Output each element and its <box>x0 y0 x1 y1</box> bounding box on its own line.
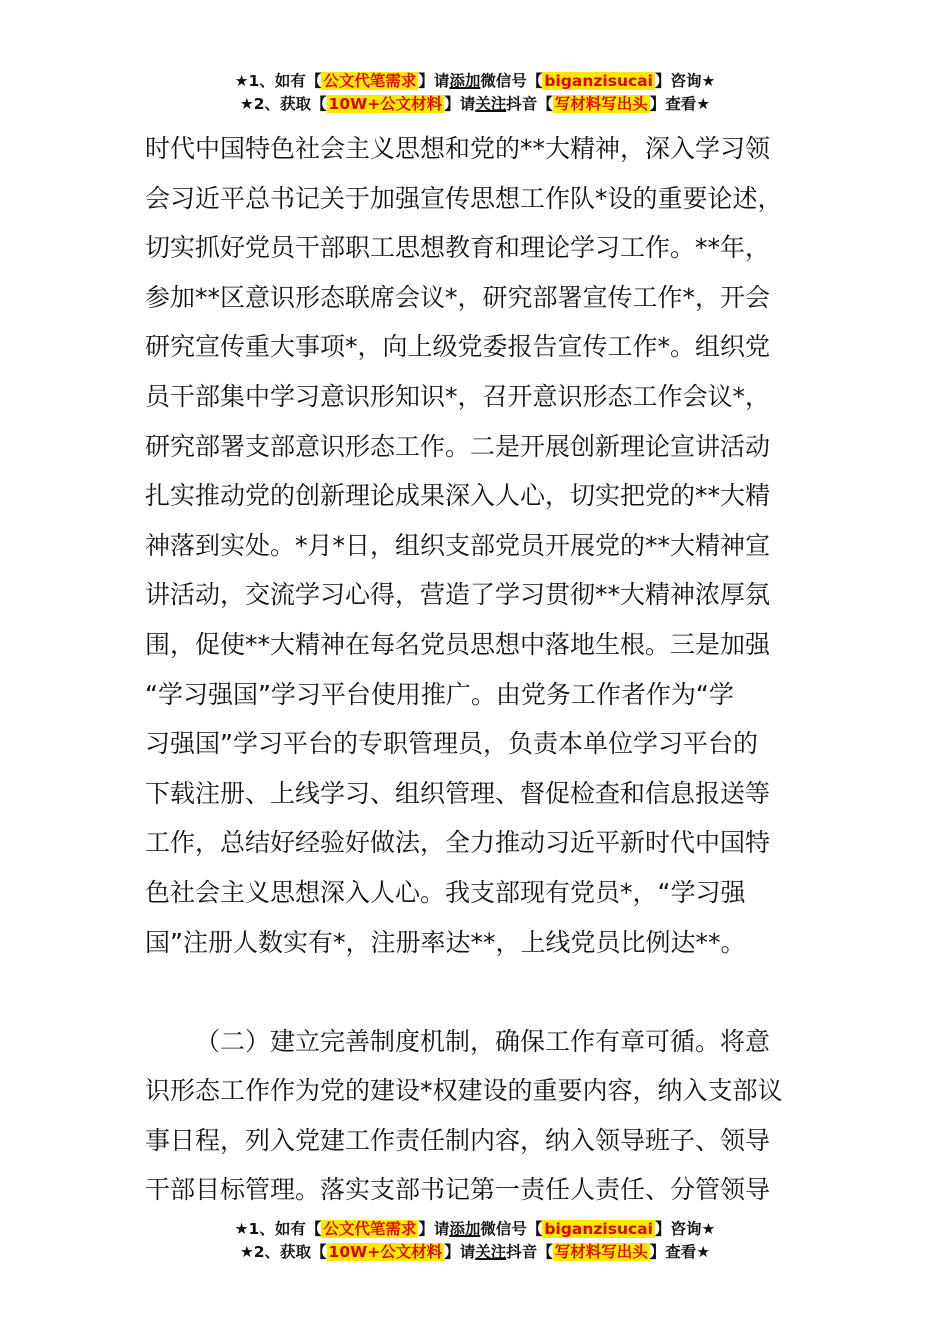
text-line: 色社会主义思想深入人心。我支部现有党员*，“学习强 <box>145 877 746 907</box>
text-line: 员干部集中学习意识形知识*，召开意识形态工作会议*， <box>145 381 771 411</box>
highlight-wechat-id: biganzisucai <box>544 72 653 90</box>
text-line: 讲活动，交流学习心得，营造了学习贯彻**大精神浓厚氛 <box>145 580 771 610</box>
highlight-materials: 10W+公文材料 <box>328 95 443 113</box>
text-line: 工作，总结好经验好做法，全力推动习近平新时代中国特 <box>145 828 771 858</box>
text-line: 扎实推动党的创新理论成果深入人心，切实把党的**大精 <box>145 481 771 511</box>
header-notice-line-1: ★1、如有【 公文代笔需求 】请添加微信号【 biganzisucai 】咨询★ <box>234 72 716 90</box>
document-body <box>145 124 810 1215</box>
text-line: 围，促使**大精神在每名党员思想中落地生根。三是加强 <box>145 629 771 659</box>
highlight-materials: 10W+公文材料 <box>328 1243 443 1261</box>
text-line: 研究部署支部意识形态工作。二是开展创新理论宣讲活动 <box>145 431 771 461</box>
text-line: 国”注册人数实有*，注册率达**，上线党员比例达**。 <box>145 927 746 957</box>
section-heading-line: （二）建立完善制度机制，确保工作有章可循。将意 <box>195 1026 771 1056</box>
text-line: 研究宣传重大事项*，向上级党委报告宣传工作*。组织党 <box>145 332 771 362</box>
footer-notice-line-1: ★1、如有【 公文代笔需求 】请添加微信号【 biganzisucai 】咨询★ <box>234 1220 716 1238</box>
highlight-wechat-id: biganzisucai <box>544 1220 653 1238</box>
highlight-douyin-account: 写材料写出头 <box>554 1243 648 1261</box>
text-line: “学习强国”学习平台使用推广。由党务工作者作为“学 <box>145 679 734 709</box>
paragraph-1 <box>145 124 810 967</box>
text-line: 参加**区意识形态联席会议*，研究部署宣传工作*，开会 <box>145 282 771 312</box>
text-line: 会习近平总书记关于加强宣传思想工作队*设的重要论述， <box>145 183 783 213</box>
text-line: 下载注册、上线学习、组织管理、督促检查和信息报送等 <box>145 778 771 808</box>
text-line: 切实抓好党员干部职工思想教育和理论学习工作。**年， <box>145 233 771 263</box>
text-line: 神落到实处。*月*日，组织支部党员开展党的**大精神宣 <box>145 530 771 560</box>
header-notice-line-2: ★2、获取【 10W+公文材料 】请关注抖音【 写材料写出头 】查看★ <box>239 95 711 113</box>
header-notice <box>0 70 950 116</box>
text-line: 习强国”学习平台的专职管理员，负责本单位学习平台的 <box>145 729 758 759</box>
text-line: 识形态工作作为党的建设*权建设的重要内容，纳入支部议 <box>145 1076 783 1106</box>
paragraph-2 <box>145 1017 810 1215</box>
text-line: 事日程，列入党建工作责任制内容，纳入领导班子、领导 <box>145 1125 771 1155</box>
footer-notice-line-2: ★2、获取【 10W+公文材料 】请关注抖音【 写材料写出头 】查看★ <box>239 1243 711 1261</box>
paragraph-spacer <box>145 967 810 1017</box>
highlight-service: 公文代笔需求 <box>323 72 417 90</box>
footer-notice <box>0 1218 950 1264</box>
highlight-service: 公文代笔需求 <box>323 1220 417 1238</box>
highlight-douyin-account: 写材料写出头 <box>554 95 648 113</box>
text-line: 干部目标管理。落实支部书记第一责任人责任、分管领导 <box>145 1175 771 1205</box>
text-line: 时代中国特色社会主义思想和党的**大精神，深入学习领 <box>145 134 771 163</box>
